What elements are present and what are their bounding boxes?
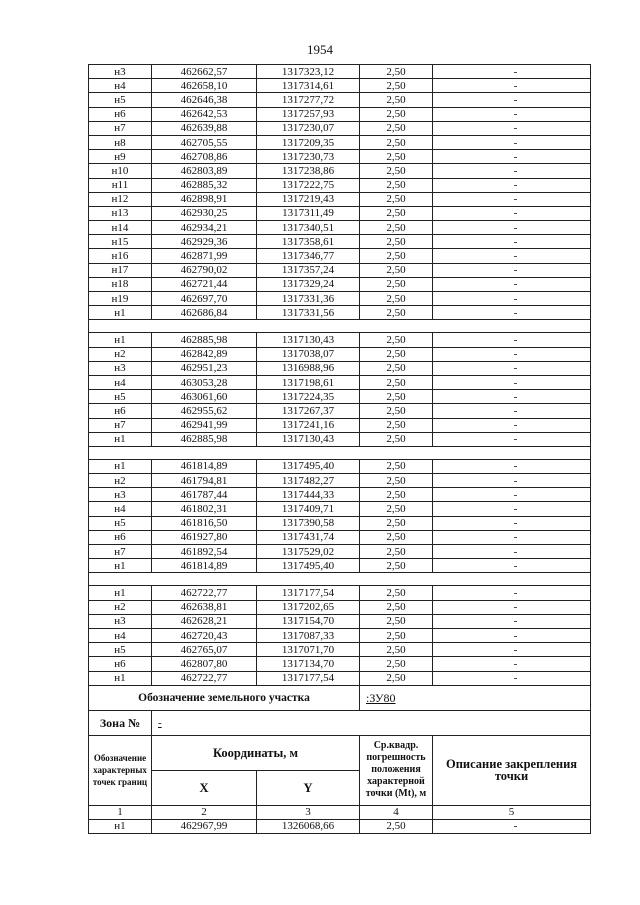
coord-y: 1317311,49: [257, 206, 360, 220]
table-row: [89, 819, 591, 833]
description: -: [433, 643, 591, 657]
coord-y: 1317323,12: [257, 65, 360, 79]
coord-x: 462662,57: [152, 65, 257, 79]
accuracy: 2,50: [360, 516, 433, 530]
table-row: [89, 502, 591, 516]
table-row: [89, 459, 591, 473]
table-row: [89, 206, 591, 220]
separator-cell: [89, 573, 591, 586]
description: -: [433, 459, 591, 473]
table-row: [89, 79, 591, 93]
point-id: н19: [89, 292, 152, 306]
description: -: [433, 361, 591, 375]
table-row: [89, 474, 591, 488]
header-row-1: [89, 735, 591, 770]
table-row: [89, 221, 591, 235]
coord-x: 462934,21: [152, 221, 257, 235]
point-id: н1: [89, 586, 152, 600]
accuracy: 2,50: [360, 121, 433, 135]
accuracy: 2,50: [360, 249, 433, 263]
coord-y: 1317257,93: [257, 107, 360, 121]
table-row: [89, 292, 591, 306]
point-id: н3: [89, 488, 152, 502]
point-id: н14: [89, 221, 152, 235]
description: -: [433, 79, 591, 93]
accuracy: 2,50: [360, 347, 433, 361]
coord-y: 1317177,54: [257, 586, 360, 600]
point-id: н3: [89, 65, 152, 79]
accuracy: 2,50: [360, 263, 433, 277]
point-id: н7: [89, 545, 152, 559]
coord-y: 1317209,35: [257, 135, 360, 149]
point-id: н18: [89, 277, 152, 291]
description: -: [433, 404, 591, 418]
description: -: [433, 263, 591, 277]
description: -: [433, 819, 591, 833]
accuracy: 2,50: [360, 361, 433, 375]
coord-x: 462697,70: [152, 292, 257, 306]
point-id: н7: [89, 418, 152, 432]
description: -: [433, 586, 591, 600]
description: -: [433, 347, 591, 361]
column-number: 5: [433, 805, 591, 819]
coord-y: 1317357,24: [257, 263, 360, 277]
description: -: [433, 206, 591, 220]
point-id: н12: [89, 192, 152, 206]
table-row: [89, 306, 591, 320]
table-row: [89, 390, 591, 404]
table-row: [89, 235, 591, 249]
accuracy: 2,50: [360, 657, 433, 671]
coord-y: 1317358,61: [257, 235, 360, 249]
table-row: [89, 375, 591, 389]
accuracy: 2,50: [360, 93, 433, 107]
description: -: [433, 292, 591, 306]
header-x: X: [152, 770, 257, 805]
header-coordinates: Координаты, м: [152, 735, 360, 770]
coord-x: 462708,86: [152, 150, 257, 164]
column-number: 2: [152, 805, 257, 819]
coord-y: 1326068,66: [257, 819, 360, 833]
coord-x: 462807,80: [152, 657, 257, 671]
accuracy: 2,50: [360, 502, 433, 516]
description: -: [433, 432, 591, 446]
coord-y: 1317219,43: [257, 192, 360, 206]
coord-x: 462871,99: [152, 249, 257, 263]
description: -: [433, 600, 591, 614]
coord-x: 462639,88: [152, 121, 257, 135]
accuracy: 2,50: [360, 375, 433, 389]
table-row: [89, 586, 591, 600]
coord-y: 1317222,75: [257, 178, 360, 192]
coord-x: 462628,21: [152, 614, 257, 628]
table-row: [89, 347, 591, 361]
point-id: н6: [89, 530, 152, 544]
accuracy: 2,50: [360, 530, 433, 544]
point-id: н5: [89, 93, 152, 107]
coord-x: 462929,36: [152, 235, 257, 249]
description: -: [433, 390, 591, 404]
coord-x: 462642,53: [152, 107, 257, 121]
coord-y: 1317495,40: [257, 559, 360, 573]
description: -: [433, 235, 591, 249]
accuracy: 2,50: [360, 474, 433, 488]
table-row: [89, 192, 591, 206]
point-id: н13: [89, 206, 152, 220]
coord-x: 462686,84: [152, 306, 257, 320]
point-id: н3: [89, 361, 152, 375]
accuracy: 2,50: [360, 150, 433, 164]
point-id: н6: [89, 657, 152, 671]
point-id: н11: [89, 178, 152, 192]
coord-y: 1317230,07: [257, 121, 360, 135]
coord-x: 462721,44: [152, 277, 257, 291]
accuracy: 2,50: [360, 643, 433, 657]
coord-y: 1317390,58: [257, 516, 360, 530]
coord-x: 461816,50: [152, 516, 257, 530]
table-row: [89, 516, 591, 530]
coord-y: 1317529,02: [257, 545, 360, 559]
coord-x: 462722,77: [152, 671, 257, 685]
coord-x: 461892,54: [152, 545, 257, 559]
description: -: [433, 530, 591, 544]
accuracy: 2,50: [360, 418, 433, 432]
coord-x: 463061,60: [152, 390, 257, 404]
table-row: [89, 263, 591, 277]
point-id: н1: [89, 559, 152, 573]
column-number: 3: [257, 805, 360, 819]
point-id: н4: [89, 628, 152, 642]
coord-y: 1317331,56: [257, 306, 360, 320]
accuracy: 2,50: [360, 333, 433, 347]
coord-x: 461814,89: [152, 559, 257, 573]
accuracy: 2,50: [360, 277, 433, 291]
accuracy: 2,50: [360, 192, 433, 206]
accuracy: 2,50: [360, 107, 433, 121]
column-number: 1: [89, 805, 152, 819]
parcel-label: Обозначение земельного участка: [89, 685, 360, 710]
coord-x: 462803,89: [152, 164, 257, 178]
header-description: Описание закрепления точки: [433, 735, 591, 805]
point-id: н1: [89, 306, 152, 320]
zone-label: Зона №: [89, 710, 152, 735]
coord-y: 1317230,73: [257, 150, 360, 164]
coord-x: 462720,43: [152, 628, 257, 642]
accuracy: 2,50: [360, 404, 433, 418]
coord-y: 1317277,72: [257, 93, 360, 107]
coord-y: 1317202,65: [257, 600, 360, 614]
description: -: [433, 502, 591, 516]
table-row: [89, 107, 591, 121]
coordinates-table: [88, 64, 591, 834]
table-row: [89, 65, 591, 79]
coord-y: 1316988,96: [257, 361, 360, 375]
coord-y: 1317482,27: [257, 474, 360, 488]
accuracy: 2,50: [360, 819, 433, 833]
header-accuracy: Ср.квадр. погрешность положения характерной точки (Mt), м: [360, 735, 433, 805]
table-row: [89, 404, 591, 418]
accuracy: 2,50: [360, 79, 433, 93]
accuracy: 2,50: [360, 628, 433, 642]
coord-y: 1317224,35: [257, 390, 360, 404]
accuracy: 2,50: [360, 614, 433, 628]
coord-x: 463053,28: [152, 375, 257, 389]
coord-x: 461927,80: [152, 530, 257, 544]
coord-y: 1317431,74: [257, 530, 360, 544]
description: -: [433, 559, 591, 573]
group-separator: [89, 446, 591, 459]
coord-y: 1317130,43: [257, 432, 360, 446]
accuracy: 2,50: [360, 671, 433, 685]
description: -: [433, 93, 591, 107]
coord-y: 1317130,43: [257, 333, 360, 347]
point-id: н1: [89, 671, 152, 685]
coord-y: 1317346,77: [257, 249, 360, 263]
accuracy: 2,50: [360, 135, 433, 149]
description: -: [433, 545, 591, 559]
coord-x: 462765,07: [152, 643, 257, 657]
point-id: н1: [89, 819, 152, 833]
table-row: [89, 432, 591, 446]
table-row: [89, 643, 591, 657]
coord-y: 1317444,33: [257, 488, 360, 502]
coord-x: 461802,31: [152, 502, 257, 516]
point-id: н2: [89, 347, 152, 361]
parcel-value: :ЗУ80: [360, 685, 591, 710]
coord-x: 461794,81: [152, 474, 257, 488]
coord-x: 462658,10: [152, 79, 257, 93]
accuracy: 2,50: [360, 432, 433, 446]
description: -: [433, 121, 591, 135]
column-number: 4: [360, 805, 433, 819]
description: -: [433, 657, 591, 671]
table-row: [89, 361, 591, 375]
description: -: [433, 164, 591, 178]
description: -: [433, 150, 591, 164]
coord-x: 462646,38: [152, 93, 257, 107]
point-id: н17: [89, 263, 152, 277]
accuracy: 2,50: [360, 178, 433, 192]
point-id: н9: [89, 150, 152, 164]
table-row: [89, 150, 591, 164]
header-y: Y: [257, 770, 360, 805]
coord-y: 1317177,54: [257, 671, 360, 685]
description: -: [433, 65, 591, 79]
table-row: [89, 277, 591, 291]
separator-cell: [89, 320, 591, 333]
description: -: [433, 192, 591, 206]
description: -: [433, 178, 591, 192]
column-numbers-row: [89, 805, 591, 819]
accuracy: 2,50: [360, 459, 433, 473]
description: -: [433, 249, 591, 263]
description: -: [433, 628, 591, 642]
group-separator: [89, 573, 591, 586]
coord-x: 462705,55: [152, 135, 257, 149]
table-row: [89, 488, 591, 502]
coord-y: 1317071,70: [257, 643, 360, 657]
description: -: [433, 516, 591, 530]
table-row: [89, 93, 591, 107]
description: -: [433, 474, 591, 488]
point-id: н3: [89, 614, 152, 628]
description: -: [433, 306, 591, 320]
description: -: [433, 418, 591, 432]
table-row: [89, 178, 591, 192]
accuracy: 2,50: [360, 164, 433, 178]
table-row: [89, 530, 591, 544]
description: -: [433, 107, 591, 121]
coord-x: 462790,02: [152, 263, 257, 277]
coord-x: 462885,32: [152, 178, 257, 192]
coordinates-rows: [89, 65, 591, 686]
accuracy: 2,50: [360, 206, 433, 220]
table-row: [89, 600, 591, 614]
point-id: н5: [89, 516, 152, 530]
page-number: 1954: [307, 42, 333, 57]
separator-cell: [89, 446, 591, 459]
table-row: [89, 628, 591, 642]
coord-x: 462951,23: [152, 361, 257, 375]
point-id: н1: [89, 432, 152, 446]
accuracy: 2,50: [360, 235, 433, 249]
description: -: [433, 135, 591, 149]
coord-y: 1317331,36: [257, 292, 360, 306]
accuracy: 2,50: [360, 488, 433, 502]
table-row: [89, 249, 591, 263]
point-id: н6: [89, 107, 152, 121]
coord-y: 1317134,70: [257, 657, 360, 671]
coord-y: 1317038,07: [257, 347, 360, 361]
coord-y: 1317314,61: [257, 79, 360, 93]
description: -: [433, 375, 591, 389]
description: -: [433, 333, 591, 347]
point-id: н4: [89, 502, 152, 516]
coord-y: 1317154,70: [257, 614, 360, 628]
coord-x: 461787,44: [152, 488, 257, 502]
point-id: н1: [89, 459, 152, 473]
coord-y: 1317238,86: [257, 164, 360, 178]
point-id: н5: [89, 390, 152, 404]
accuracy: 2,50: [360, 390, 433, 404]
coord-x: 462885,98: [152, 432, 257, 446]
coord-y: 1317329,24: [257, 277, 360, 291]
point-id: н15: [89, 235, 152, 249]
accuracy: 2,50: [360, 292, 433, 306]
accuracy: 2,50: [360, 65, 433, 79]
point-id: н2: [89, 600, 152, 614]
coord-x: 462967,99: [152, 819, 257, 833]
point-id: н6: [89, 404, 152, 418]
header-point-designation: Обозначение характерных точек границ: [89, 735, 152, 805]
accuracy: 2,50: [360, 545, 433, 559]
coord-x: 462941,99: [152, 418, 257, 432]
table-row: [89, 333, 591, 347]
point-id: н1: [89, 333, 152, 347]
point-id: н7: [89, 121, 152, 135]
zone-row: [89, 710, 591, 735]
table-row: [89, 545, 591, 559]
description: -: [433, 277, 591, 291]
description: -: [433, 221, 591, 235]
point-id: н2: [89, 474, 152, 488]
point-id: н4: [89, 79, 152, 93]
description: -: [433, 671, 591, 685]
table-row: [89, 121, 591, 135]
coord-y: 1317198,61: [257, 375, 360, 389]
point-id: н4: [89, 375, 152, 389]
coord-x: 462930,25: [152, 206, 257, 220]
description: -: [433, 614, 591, 628]
group-separator: [89, 320, 591, 333]
coord-y: 1317087,33: [257, 628, 360, 642]
coord-x: 462722,77: [152, 586, 257, 600]
accuracy: 2,50: [360, 559, 433, 573]
table-row: [89, 418, 591, 432]
table-row: [89, 671, 591, 685]
point-id: н5: [89, 643, 152, 657]
table-row: [89, 135, 591, 149]
zone-value: -: [152, 710, 591, 735]
table-row: [89, 164, 591, 178]
accuracy: 2,50: [360, 600, 433, 614]
coord-x: 461814,89: [152, 459, 257, 473]
coord-y: 1317409,71: [257, 502, 360, 516]
coord-y: 1317340,51: [257, 221, 360, 235]
accuracy: 2,50: [360, 586, 433, 600]
table-row: [89, 559, 591, 573]
coord-x: 462638,81: [152, 600, 257, 614]
accuracy: 2,50: [360, 306, 433, 320]
coord-y: 1317267,37: [257, 404, 360, 418]
accuracy: 2,50: [360, 221, 433, 235]
coord-y: 1317241,16: [257, 418, 360, 432]
parcel-row: [89, 685, 591, 710]
point-id: н10: [89, 164, 152, 178]
coord-x: 462842,89: [152, 347, 257, 361]
coord-y: 1317495,40: [257, 459, 360, 473]
point-id: н8: [89, 135, 152, 149]
description: -: [433, 488, 591, 502]
table-row: [89, 657, 591, 671]
coord-x: 462955,62: [152, 404, 257, 418]
point-id: н16: [89, 249, 152, 263]
coord-x: 462898,91: [152, 192, 257, 206]
coord-x: 462885,98: [152, 333, 257, 347]
table-row: [89, 614, 591, 628]
